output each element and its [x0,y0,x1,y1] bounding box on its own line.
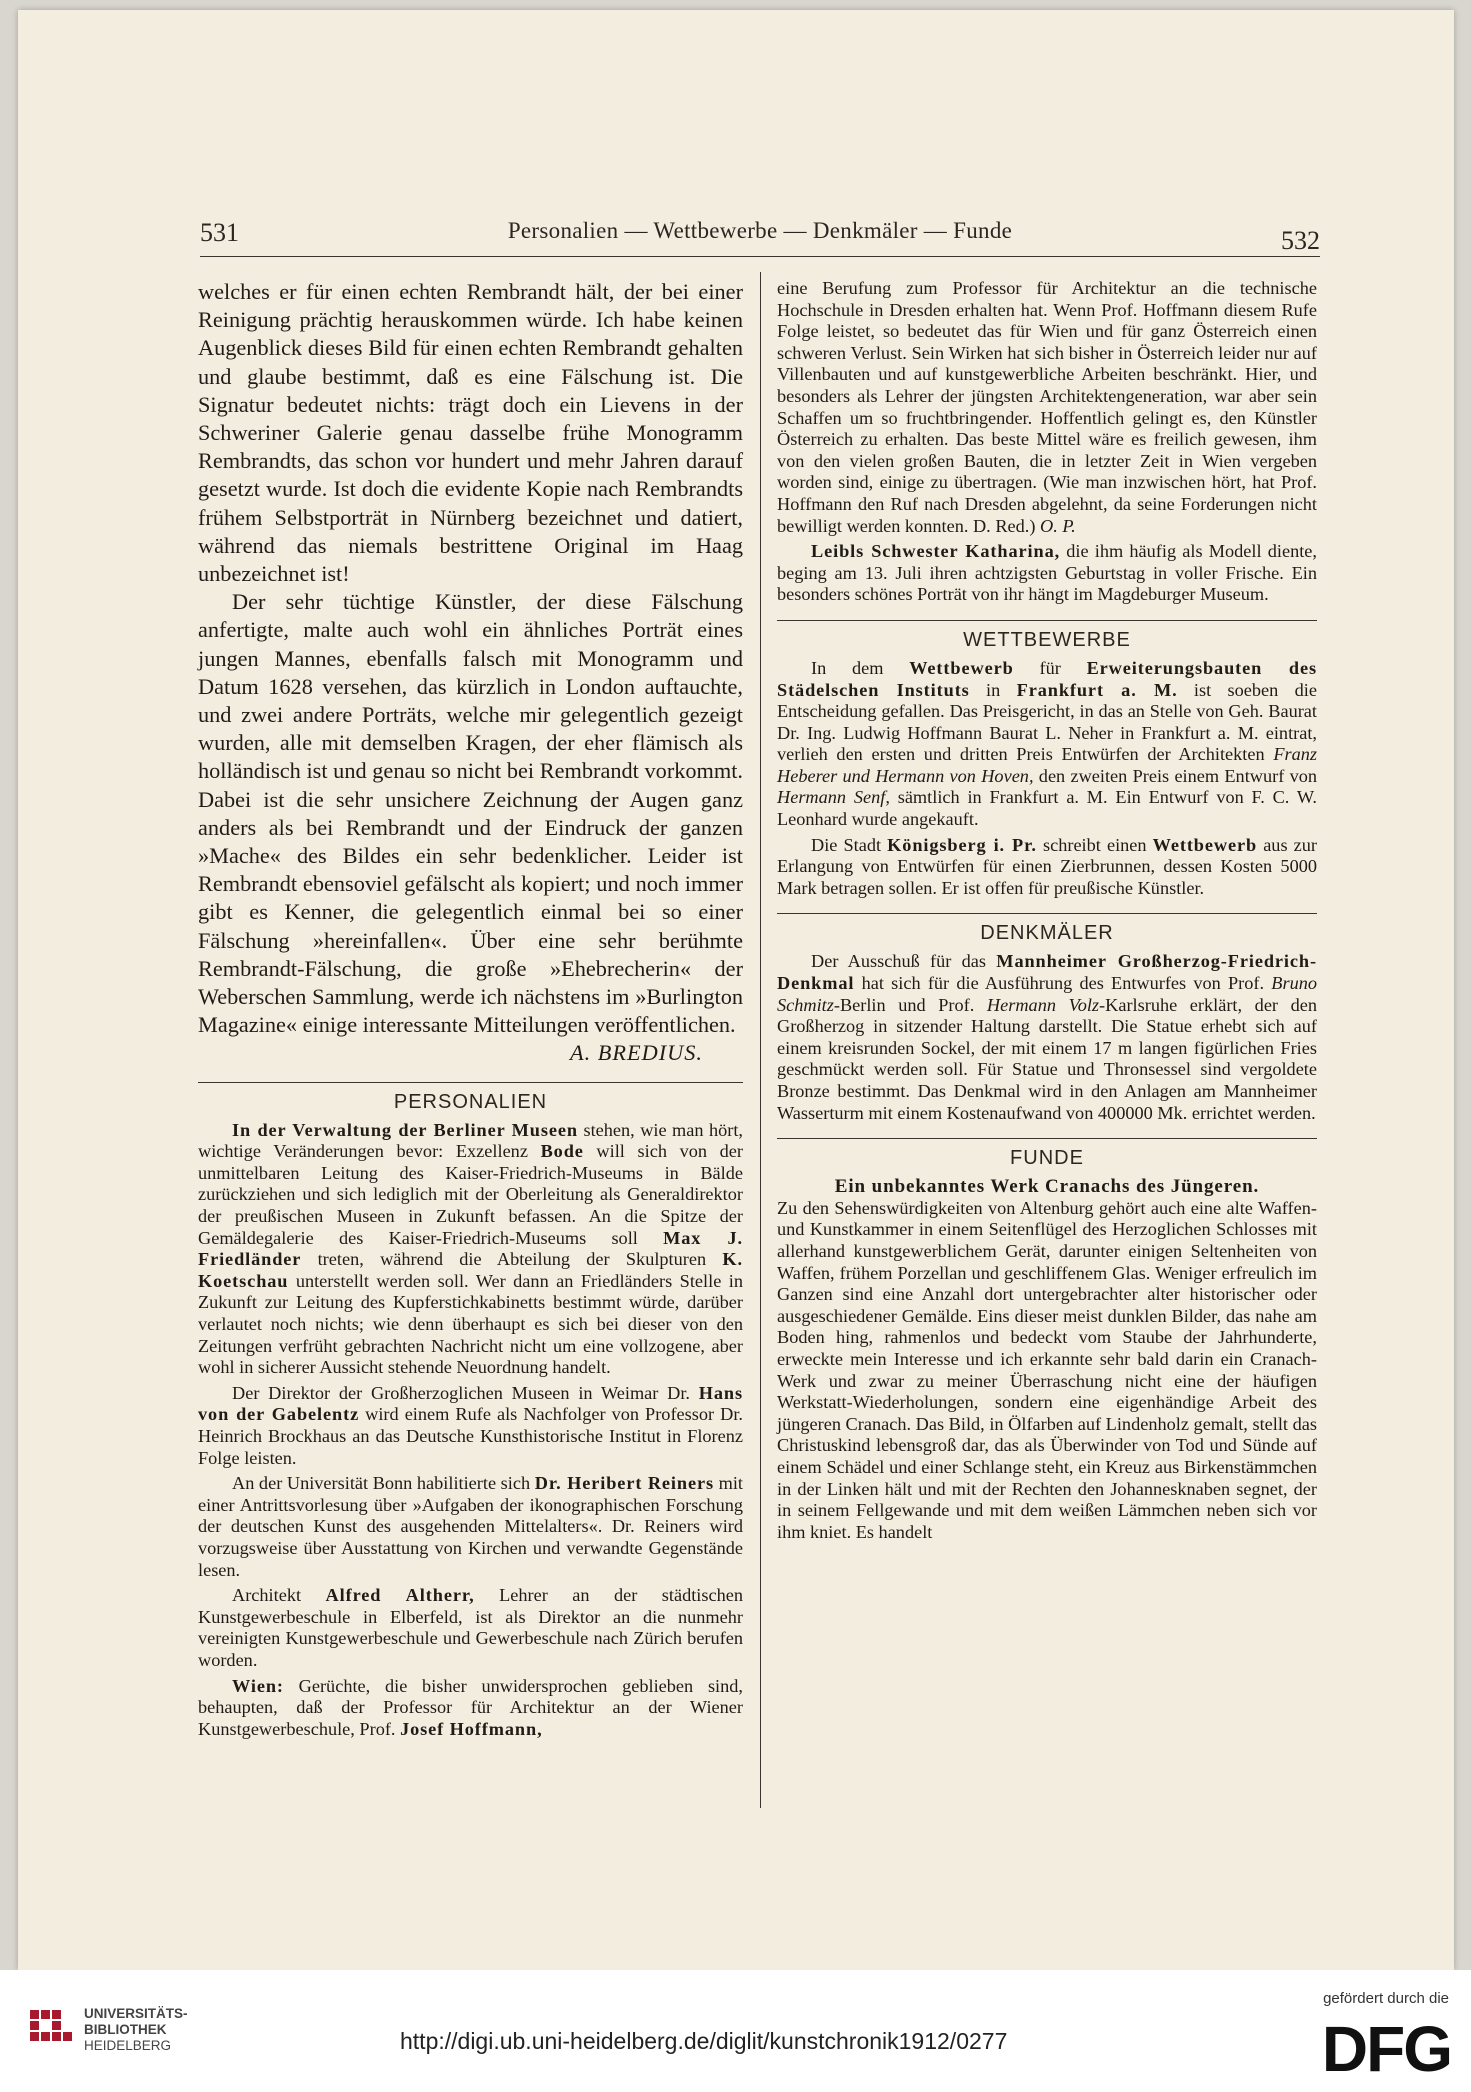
news-text: mit einer Antrittsvorlesung über »Aufgaben der ikonographischen Forschung der deutschen Kunst des ausgehenden Mittelalters«. Dr. Reiners wird vorzugsweise über Ausstattung von Kirchen und verwandte Gegenstände lesen. [198,1473,744,1580]
person-name: Leibls Schwester Katharina, [811,541,1061,562]
section-title-personalien: PERSONALIEN [393,1090,548,1113]
person-name: Max J. Friedländer [198,1227,743,1270]
permalink-url[interactable]: http://digi.ub.uni-heidelberg.de/diglit/kunstchronik1912/0277 [400,2028,1008,2054]
running-header [200,214,1320,254]
news-item [777,278,1317,537]
news-text: An der Universität Bonn habilitierte sich [232,1473,535,1494]
dfg-logo: DFG [1321,2013,1451,2085]
news-text: unterstellt werden soll. Wer dann an Friedländers Stelle in Zukunft zur Leitung des Kupferstichkabinetts bestimmt würde, darüber verlautet noch nichts; wie denn überhaupt es sich bei dieser von den Zeitungen verfrüht gebrachten Nachricht nicht um eine vollzogene, aber wohl in sicherer Aussicht stehende Neuordnung handelt. [198,1270,743,1378]
news-text: sämtlich in Frankfurt a. M. Ein Entwurf von F. C. W. Leonhard wurde angekauft. [777,787,1317,830]
news-text: ist soeben die Entscheidung gefallen. Das Preisgericht, in das an Stelle von Geh. Baurat Dr. Ing. Ludwig Hoffmann Baurat L. Neher in Frankfurt a. M. eintrat, verlieh den ersten und dritten Preis Entwürfen der Architekten [777,679,1317,765]
section-rule [198,1082,743,1083]
news-text: eine Berufung zum Professor für Architektur an die technische Hochschule in Dresden erhalten hat. Wenn Prof. Hoffmann diesem Rufe Folge leistet, so bedeutet das für Wien und für ganz Österreich einen schweren Verlust. Sein Wirken hat sich bisher in Österreich leider nur auf Villenbauten und auf kunstgewerbliche Arbeiten beschränkt. Hier, und besonders als Lehrer der jüngsten Architektengeneration, war aber sein Schaffen um so fruchtbringender. Hoffentlich gelingt es, den Künstler Österreich zu erhalten. Das beste Mittel wäre es freilich gewesen, ihm von den vielen großen Bauten, die in letzter Zeit in Wien vergeben worden sind, einige zu übertragen. (Wie man inzwischen hört, hat Prof. Hoffmann den Ruf nach Dresden abgelehnt, da seine Forderungen nicht bewilligt werden konnten. D. Red.) [777,278,1317,536]
section-title-denkmaeler: DENKMÄLER [980,922,1114,945]
section-rule [777,620,1317,621]
news-text: hat sich für die Ausführung des Entwurfes von Prof. [854,973,1272,994]
page-number-left: 531 [200,218,239,247]
person-name: Bode [540,1141,584,1162]
article-headline [777,1176,1317,1198]
header-rule [200,256,1320,257]
architect-names: Franz Heberer und Hermann von Hoven, [777,744,1317,786]
person-name: Josef Hoffmann, [400,1718,543,1739]
headline-text: Ein unbekanntes Werk Cranachs des Jüngeren. [834,1176,1260,1198]
news-text: stehen, wie man hört, wichtige Veränderungen bevor: Exzellenz [198,1119,743,1162]
person-name: K. Koetschau [198,1249,743,1291]
news-item [198,1473,743,1581]
section-rule [777,1138,1317,1139]
news-text: Die Stadt [811,834,888,855]
column-divider [760,272,761,1808]
running-title: Personalien — Wettbewerbe — Denkmäler — Funde [507,218,1013,243]
place-name: Frankfurt a. M. [1016,679,1178,700]
news-item [198,1585,743,1671]
artist-name: Hermann Volz [986,994,1100,1015]
news-lead: Wien: [232,1675,284,1696]
news-text: -Berlin und Prof. [833,994,987,1015]
section-rule [777,913,1317,914]
news-text: in [969,679,1017,700]
news-text: Architekt [232,1585,326,1606]
news-text: schreibt einen [1036,834,1153,855]
library-name-line: HEIDELBERG [84,2038,172,2053]
left-column [198,278,743,1740]
keyword: Erweiterungsbauten des Städelschen Instituts [777,657,1317,700]
article-paragraph: Zu den Sehenswürdigkeiten von Altenburg gehört auch eine alte Waffen- und Kunstkammer in einem Seitenflügel des Herzoglichen Schlosses mit allerhand kunstgewerblichem Gerät, darunter einigen Seltenheiten von Waffen, frühem Porzellan und geschliffenem Glas. Weniger erfreulich im Ganzen sind eine Anzahl dort untergebrachter alter historischer oder ausgeschiedener Gemälde. Eins dieser meist dunklen Bilder, das nahe am Boden hing, rahmenlos und bedeckt vom Staube der Jahrhunderte, erweckte mein Interesse und ich erkannte sehr bald darin ein Cranach-Werk und zwar zu meiner Überraschung nicht eine der häufigen Werkstatt-Wiederholungen, sondern eine eigenhändige Arbeit des jüngeren Cranach. Das Bild, in Ölfarben auf Lindenholz gemalt, stellt das Christuskind lebensgroß dar, das als Überwinder von Tod und Sünde auf einem Schädel und einer Schlange steht, ein Kreuz aus Birkenstämmchen in der Linken hält und mit der Rechten den Johannesknaben segnet, der in seinem Fellgewande und mit dem weißen Lämmchen neben sich vor ihm kniet. Es handelt [777,1197,1317,1542]
news-item [777,541,1317,606]
keyword: Mannheimer Großherzog-Friedrich-Denkmal [777,951,1317,994]
place-name: Königsberg i. Pr. [887,834,1037,855]
news-text: für [1013,657,1087,678]
person-name: Dr. Heribert Reiners [534,1473,715,1494]
news-item [777,951,1317,1124]
person-name: Hans von der Gabelentz [198,1382,743,1425]
editor-initials: O. P. [1040,515,1076,536]
news-lead: In der Verwaltung der Berliner Museen [232,1119,578,1140]
news-text: die ihm häufig als Modell diente, beging am 13. Juli ihren achtzigsten Geburtstag in voller Frische. Ein besonders schönes Porträt von ihr hängt im Magdeburger Museum. [777,541,1317,605]
section-title-wettbewerbe: WETTBEWERBE [963,628,1131,651]
news-text: Gerüchte, die bisher unwidersprochen geblieben sind, behaupten, daß der Professor für Architektur an der Wiener Kunstgewerbeschule, Prof. [198,1675,743,1739]
news-text: In dem [811,657,910,678]
page-number-right: 532 [1281,226,1320,255]
news-text: treten, während die Abteilung der Skulpturen [301,1249,723,1270]
news-item [198,1383,743,1469]
viewer-footer [0,1970,1471,2092]
keyword: Wettbewerb [909,657,1014,678]
author-signature [198,1039,743,1067]
news-text: Der Ausschuß für das [811,951,997,972]
news-text: -Karlsruhe erklärt, der den Großherzog in sitzender Haltung darstellt. Die Statue erhebt sich auf einem kreisrunden Sockel, der mit einem 17 m langen figürlichen Fries geschmückt werden soll. Für Statue und Thronsessel sind vergoldete Bronze bestimmt. Das Denkmal wird in den Anlagen am Mannheimer Wasserturm mit einem Kostenaufwand von 400000 Mk. errichtet werden. [777,994,1318,1123]
person-name: Alfred Altherr, [325,1585,475,1606]
article-paragraph: welches er für einen echten Rembrandt hält, der bei einer Reinigung prächtig herauskommen würde. Ich habe keinen Augenblick dieses Bild für einen echten Rembrandt gehalten und glaube bestimmt, daß es eine Fälschung ist. Die Signatur bedeutet nichts: trägt doch ein Lievens in der Schweriner Galerie genau dasselbe frühe Monogramm Rembrandts, das schon vor hundert und mehr Jahren darauf gesetzt wurde. Ist doch die evidente Kopie nach Rembrandts frühem Selbstporträt in Nürnberg bezeichnet und datiert, während das niemals bestrittene Original im Haag unbezeichnet ist! [198,279,743,587]
right-column [777,278,1317,1543]
library-logo-icon [30,2010,72,2052]
news-item [777,658,1317,831]
library-name [84,2006,188,2054]
architect-name: Hermann Senf, [777,787,890,808]
section-title-funde: FUNDE [1010,1147,1084,1170]
library-name-line: BIBLIOTHEK [84,2022,167,2037]
news-item [198,1120,743,1379]
keyword: Wettbewerb [1152,834,1258,855]
library-name-line: UNIVERSITÄTS- [84,2006,188,2021]
author-name: A. BREDIUS. [570,1040,703,1066]
news-text: Der Direktor der Großherzoglichen Museen in Weimar Dr. [232,1382,699,1403]
news-text: will sich von der unmittelbaren Leitung des Kaiser-Friedrich-Museums in Bälde zurückziehen und sich lediglich mit der Oberleitung als Generaldirektor der preußischen Museen in Zukunft befassen. An die Spitze der Gemäldegalerie des Kaiser-Friedrich-Museums soll [198,1141,743,1248]
news-text: wird einem Rufe als Nachfolger von Professor Dr. Heinrich Brockhaus an das Deutsche Kunsthistorische Institut in Florenz Folge leisten. [198,1404,743,1468]
news-item [777,835,1317,900]
news-item [198,1676,743,1741]
funding-note: gefördert durch die [1323,1990,1449,2007]
article-paragraph: Der sehr tüchtige Künstler, der diese Fälschung anfertigte, malte auch wohl ein ähnliches Porträt eines jungen Mannes, ebenfalls falsch mit Monogramm und Datum 1628 versehen, das kürzlich in London auftauchte, und zwei andere Porträts, welche mir gelegentlich gezeigt wurden, alle mit demselben Kragen, der eher flämisch als holländisch ist und genau so nicht bei Rembrandt vorkommt. Dabei ist die sehr unsichere Zeichnung der Augen ganz anders als bei Rembrandt und der Eindruck der ganzen »Mache« des Bildes ein sehr bedenklicher. Leider ist Rembrandt ebensoviel gefälscht als kopiert; und noch immer gibt es Kenner, die gelegentlich einmal bei so einer Fälschung »hereinfallen«. Über eine sehr berühmte Rembrandt-Fälschung, die große »Ehebrecherin« der Weberschen Sammlung, werde ich nächstens im »Burlington Magazine« einige interessante Mitteilungen veröffentlichen. [198,589,743,1038]
news-text: aus zur Erlangung von Entwürfen für einen Zierbrunnen, dessen Kosten 5000 Mark betragen sollen. Er ist offen für preußische Künstler. [777,834,1317,898]
artist-name: Bruno Schmitz [777,973,1317,1015]
news-text: Lehrer an der städtischen Kunstgewerbeschule in Elberfeld, ist als Direktor an die nunmehr vereinigten Kunstgewerbeschule und Gewerbeschule nach Zürich berufen worden. [198,1585,744,1670]
news-text: den zweiten Preis einem Entwurf von [1033,765,1317,786]
